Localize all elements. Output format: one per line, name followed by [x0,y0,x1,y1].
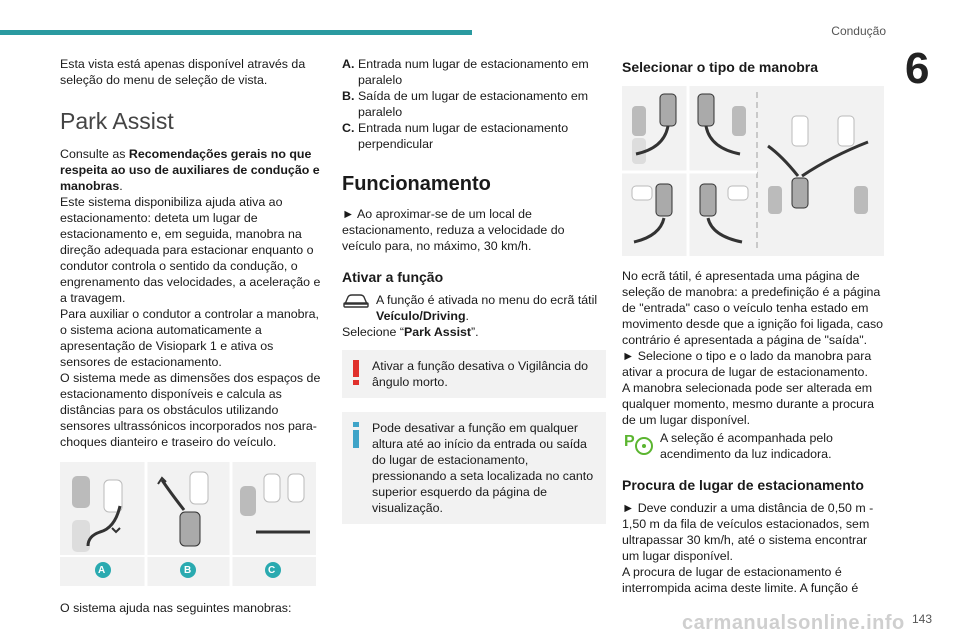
info-box [342,412,606,524]
list-text: Entrada num lugar de estacionamento em paralelo [358,57,589,87]
header-accent-bar [0,30,472,35]
indicator-line [622,430,884,462]
column-3 [622,56,884,596]
select-suffix: ”. [471,325,479,339]
figure-label-c: C [268,565,276,576]
figure-caption: O sistema ajuda nas seguintes manobras: [60,601,292,615]
figure-label-a: A [98,565,106,576]
maneuver-list-item-c [342,120,606,152]
maneuver-list-item-b [342,88,606,120]
maneuver-selection-body: No ecrã tátil, é apresentada uma página de seleção de manobra: a predefinição é a página de "entrada" caso o veículo tenha estado em movimento desde que a ignição foi ligada, caso contrário é apresentada a página de "saída". ► Selecione o tipo e o lado da manobra para ativar a procura de lugar de estacionamento. A manobra selecionada pode ser alterada em qualquer momento, mesmo durante a procura de um lugar disponível. [622,269,884,427]
consult-link: Recomendações gerais no que respeita ao uso de auxiliares de condução e manobras [60,147,320,193]
list-text: Saída de um lugar de estacionamento em paralelo [358,89,589,119]
chapter-name: Condução [831,24,886,38]
select-text [342,324,606,340]
chapter-number: 6 [905,44,930,93]
park-assist-description: Este sistema disponibiliza ajuda ativa ao estacionamento: deteta um lugar de estacionamento e, em seguida, manobra na direção adequada para estacionar enquanto o condutor controla o sentido da condução, o engrenamento das velocidades, a aceleração e a travagem. Para auxiliar o condutor a controlar a manobra, o sistema aciona automaticamente a apresentação de Visiopark 1 e ativa os sensores de estacionamento. O sistema mede as dimensões dos espaços de estacionamento disponíveis e calcula as distâncias para os obstáculos utilizando sensores ultrassónicos incorporados nos para-choques dianteiro e traseiro do veículo. [60,195,321,449]
maneuver-selection-illustration [622,86,884,256]
activate-text [376,292,606,324]
list-letter: A. [342,57,355,71]
list-text: Entrada num lugar de estacionamento perpendicular [358,121,569,151]
park-assist-indicator-icon [622,430,656,460]
intro-text: Esta vista está apenas disponível através da seleção do menu de seleção de vista. [60,57,306,87]
activate-suffix: . [465,309,469,323]
watermark: carmanualsonline.info [682,612,905,634]
section-heading-funcionamento: Funcionamento [342,173,491,195]
page-number: 143 [912,612,933,626]
section-heading-park-assist: Park Assist [60,108,174,134]
list-letter: C. [342,121,355,135]
column-2 [342,56,606,524]
select-prefix: Selecione “ [342,325,404,339]
svg-text:P: P [624,433,635,450]
figure-label-b: B [184,565,192,576]
list-letter: B. [342,89,355,103]
info-text: Pode desativar a função em qualquer altura até ao início da entrada ou saída do lugar de estacionamento, pressionando a seta localizada no canto superior esquerdo da página de visualização. [372,421,594,515]
search-space-body: ► Deve conduzir a uma distância de 0,50 m - 1,50 m da fila de veículos estacionados, sem ultrapassar 30 km/h, até o sistema encontrar um lugar disponível. A procura de lugar de estacionamento é interrompida acima deste limite. A função é [622,501,874,595]
activate-prefix: A função é ativada no menu do ecrã tátil [376,293,598,307]
section-heading-select-maneuver: Selecionar o tipo de manobra [622,59,819,75]
car-settings-icon [342,292,372,312]
consult-text [60,146,322,194]
subheading-search-space: Procura de lugar de estacionamento [622,477,864,493]
activate-menu-name: Veículo/Driving [376,309,466,323]
column-1 [60,56,322,616]
maneuver-list-item-a [342,56,606,88]
info-icon [352,422,360,448]
warning-box [342,350,606,398]
indicator-text: A seleção é acompanhada pelo acendimento da luz indicadora. [660,431,833,461]
select-option: Park Assist [404,325,472,339]
maneuvers-figure [60,462,316,586]
consult-suffix: . [119,179,123,193]
activate-line [342,292,606,324]
approach-instruction: ► Ao aproximar-se de um local de estacionamento, reduza a velocidade do veículo para, no máximo, 30 km/h. [342,207,565,253]
warning-icon [352,360,360,386]
warning-text: Ativar a função desativa o Vigilância do ângulo morto. [372,359,589,389]
maneuver-selection-figure [622,86,884,256]
subheading-activate: Ativar a função [342,269,444,285]
consult-prefix: Consulte as [60,147,129,161]
